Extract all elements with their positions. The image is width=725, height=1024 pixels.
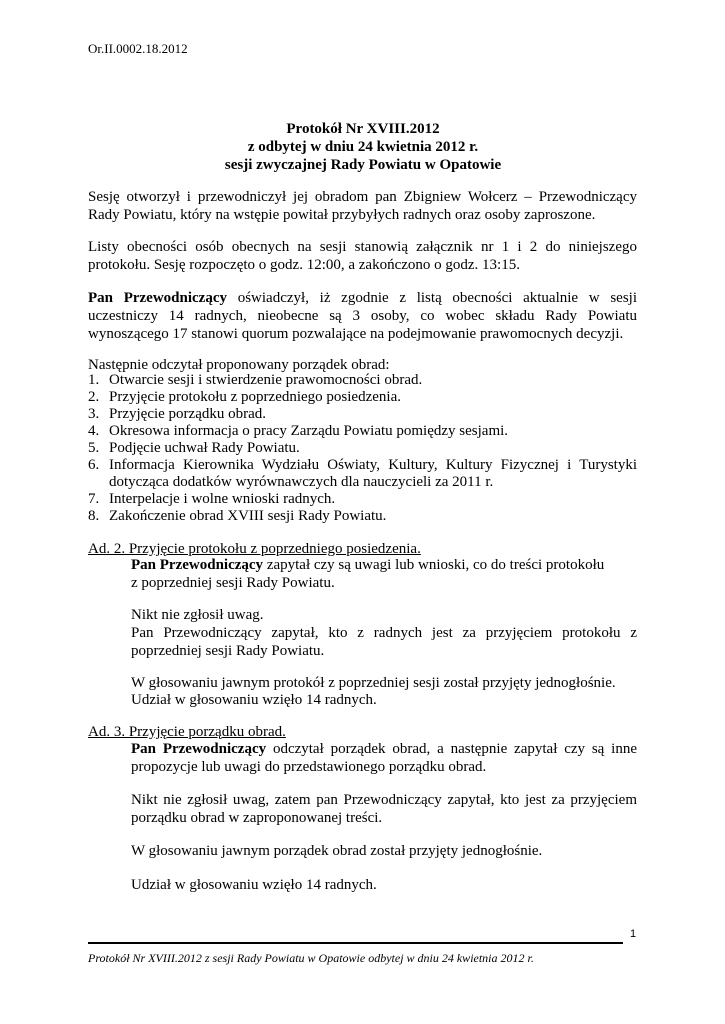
agenda-intro: Następnie odczytał proponowany porządek obrad: (88, 357, 390, 373)
intro-paragraph-quorum (88, 289, 637, 343)
agenda-item: 5. Podjęcie uchwał Rady Powiatu. (88, 440, 300, 456)
ad3-vote-question: Nikt nie zgłosił uwag, zatem pan Przewodniczący zapytał, kto jest za przyjęciem porządku obrad w zaproponowanej treści. (131, 792, 637, 826)
title-line-3: sesji zwyczajnej Rady Powiatu w Opatowie (224, 157, 502, 173)
ad2-paragraph-question: Pan Przewodniczący zapytał czy są uwagi lub wnioski, co do treści protokołu z poprzedniej sesji Rady Powiatu. (131, 557, 605, 591)
ad2-vote-question: Pan Przewodniczący zapytał, kto z radnych jest za przyjęciem protokołu z poprzedniej sesji Rady Powiatu. (131, 625, 637, 659)
agenda-list (88, 372, 637, 525)
intro-paragraph-opening: Sesję otworzył i przewodniczył jej obradom pan Zbigniew Wołcerz – Przewodniczący Rady Powiatu, który na wstępie powitał przybyłych radnych oraz osoby zaproszone. (88, 189, 637, 223)
ad3-vote-result: W głosowaniu jawnym porządek obrad został przyjęty jednogłośnie. (131, 843, 543, 859)
footer-text: Protokół Nr XVIII.2012 z sesji Rady Powiatu w Opatowie odbytej w dniu 24 kwietnia 2012 r. (88, 951, 534, 965)
speaker-name: Pan Przewodniczący (131, 557, 264, 573)
ad2-vote-participation: Udział w głosowaniu wzięło 14 radnych. (131, 692, 377, 708)
agenda-item: 6. Informacja Kierownika Wydziału Oświaty, Kultury, Kultury Fizycznej i Turystyki dotycząca dodatków wyrównawczych dla nauczycieli za 2011 r. (88, 457, 637, 490)
agenda-item: 4. Okresowa informacja o pracy Zarządu Powiatu pomiędzy sesjami. (88, 423, 509, 439)
ad2-vote-result: W głosowaniu jawnym protokół z poprzedniej sesji został przyjęty jednogłośnie. (131, 675, 616, 691)
speaker-name: Pan Przewodniczący (131, 741, 267, 757)
ad2-no-remarks: Nikt nie zgłosił uwag. (131, 607, 264, 623)
intro-paragraph-attendance: Listy obecności osób obecnych na sesji stanowią załącznik nr 1 i 2 do niniejszego protokołu. Sesję rozpoczęto o godz. 12:00, a zakończono o godz. 13:15. (88, 239, 637, 273)
agenda-item: 2. Przyjęcie protokołu z poprzedniego posiedzenia. (88, 389, 401, 405)
title-line-1: Protokół Nr XVIII.2012 (286, 121, 440, 137)
quorum-text: oświadczył, iż zgodnie z listą obecności aktualnie w sesji uczestniczy 14 radnych, nieobecne są 3 osoby, co wobec składu Rady Powiatu wynoszącego 17 stanowi quorum pozwalające na podejmowanie prawomocnych decyzji. (88, 290, 637, 342)
document-reference: Or.II.0002.18.2012 (88, 41, 188, 56)
title-line-2: z odbytej w dniu 24 kwietnia 2012 r. (247, 139, 479, 155)
agenda-item: 3. Przyjęcie porządku obrad. (88, 406, 267, 422)
ad2-heading: Ad. 2. Przyjęcie protokołu z poprzedniego posiedzenia. (88, 541, 421, 557)
page-number: 1 (630, 928, 637, 940)
agenda-item: 7. Interpelacje i wolne wnioski radnych. (88, 491, 336, 507)
speaker-name: Pan Przewodniczący (88, 290, 228, 306)
ad3-heading: Ad. 3. Przyjęcie porządku obrad. (88, 724, 286, 740)
ad3-vote-participation: Udział w głosowaniu wzięło 14 radnych. (131, 877, 377, 893)
footer-divider (88, 942, 623, 944)
ad3-paragraph-agenda: Pan Przewodniczący odczytał porządek obrad, a następnie zapytał czy są inne propozycje lub uwagi do przedstawionego porządku obrad. (131, 741, 637, 775)
agenda-item: 1. Otwarcie sesji i stwierdzenie prawomocności obrad. (88, 372, 423, 388)
agenda-item: 8. Zakończenie obrad XVIII sesji Rady Powiatu. (88, 508, 387, 524)
